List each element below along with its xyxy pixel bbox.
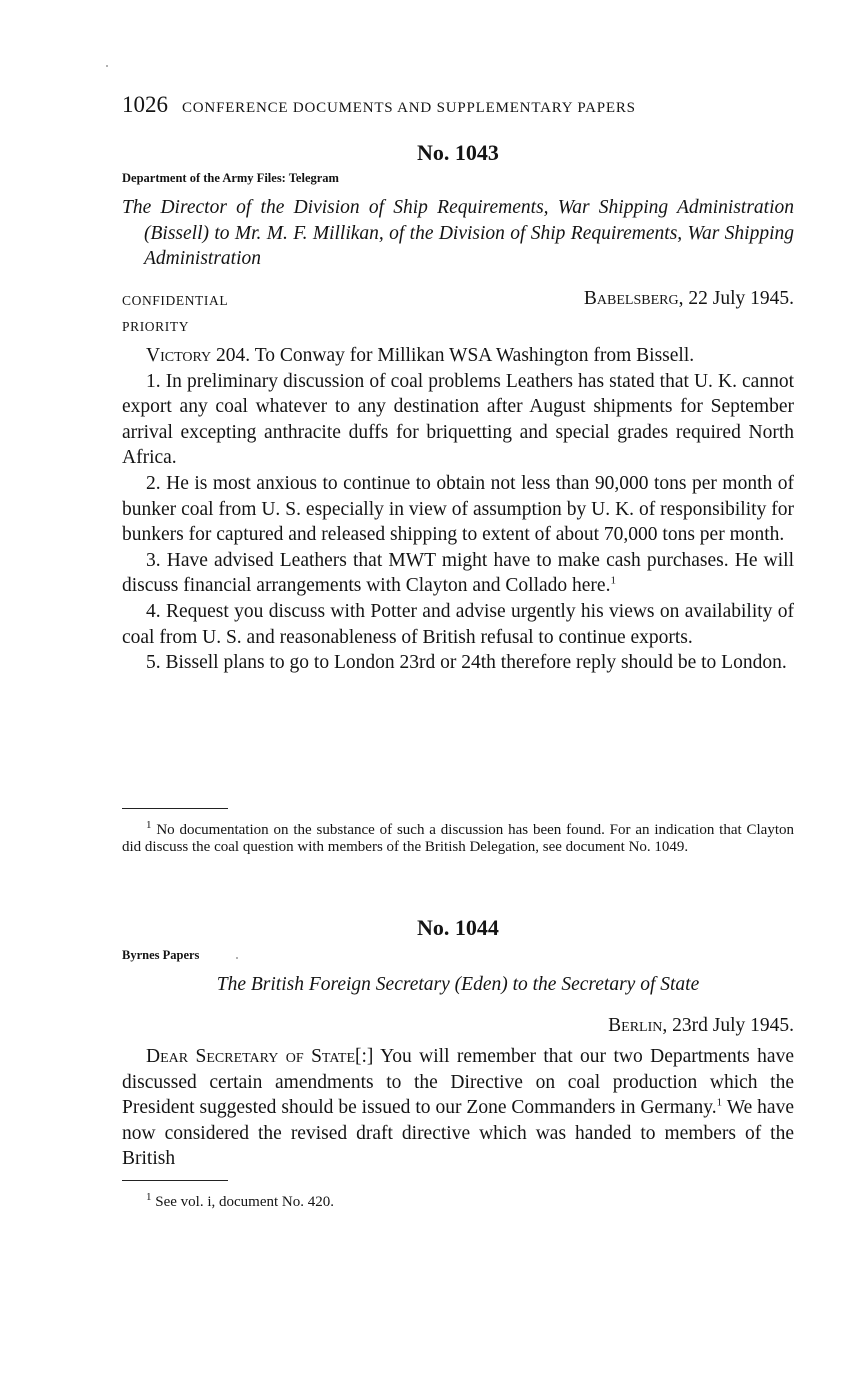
date-text: , 22 July 1945.	[678, 288, 794, 309]
telegram-opening-text: 204. To Conway for Millikan WSA Washington from Bissell.	[211, 345, 695, 366]
scan-speck	[236, 957, 238, 959]
footnote-1044	[122, 1191, 794, 1211]
date-text: , 23rd July 1945.	[662, 1015, 794, 1036]
footnote-1043	[122, 819, 794, 856]
salutation-bracket: [:]	[355, 1046, 374, 1067]
footnote-rule	[122, 1180, 228, 1181]
footnote-reference: 1	[716, 1096, 723, 1109]
letter-paragraph	[122, 1044, 794, 1172]
place-date-1043	[584, 288, 794, 310]
telegram-series: Victory	[146, 345, 212, 366]
scan-speck	[106, 65, 108, 67]
document-title-1044	[122, 972, 794, 998]
title-text: The British Foreign Secretary (Eden) to the Secretary of State	[216, 974, 700, 995]
paragraph-4: 4. Request you discuss with Potter and advise urgently his views on availability of coal from U. S. and reasonableness of British refusal to continue exports.	[122, 600, 794, 648]
telegram-body	[122, 343, 794, 676]
place-name: Berlin	[608, 1015, 663, 1036]
precedence-label: PRIORITY	[122, 319, 190, 334]
footnote-rule	[122, 808, 228, 809]
paragraph-1: 1. In preliminary discussion of coal problems Leathers has stated that U. K. cannot export any coal whatever to any destination after August shipments for September arrival excepting anthracite duffs for briquetting and special grades required North Africa.	[122, 370, 794, 469]
running-head	[122, 92, 802, 118]
place-name: Babelsberg	[583, 288, 679, 309]
paragraph-3	[122, 548, 794, 599]
paragraph-5: 5. Bissell plans to go to London 23rd or 24th therefore reply should be to London.	[146, 652, 787, 674]
footnote-marker: 1	[146, 819, 152, 831]
place-date-1044	[608, 1015, 794, 1037]
paragraph-3-text: 3. Have advised Leathers that MWT might have to make cash purchases. He will discuss financial arrangements with Clayton and Collado here.	[122, 549, 794, 597]
page-number: 1026	[122, 92, 168, 117]
running-title: CONFERENCE DOCUMENTS AND SUPPLEMENTARY PAPERS	[182, 100, 636, 116]
telegram-opening	[122, 343, 794, 369]
footnote-text: See vol. i, document No. 420.	[151, 1194, 334, 1210]
title-text: The Director of the Division of Ship Requirements, War Shipping Administration (Bissell) to Mr. M. F. Millikan, of the Division of Ship Requirements, War Shipping Administration	[122, 197, 794, 269]
document-number-1043: No. 1043	[417, 140, 499, 165]
document-title-1043	[122, 195, 794, 272]
document-source-1043: Department of the Army Files: Telegram	[122, 171, 339, 185]
paragraph-2: 2. He is most anxious to continue to obtain not less than 90,000 tons per month of bunker coal from U. S. especially in view of assumption by U. K. of responsibility for bunkers for captured and released shipping to extent of about 70,000 tons per month.	[122, 472, 794, 546]
letter-text-b: We have now considered the revised draft directive which was handed to members of the British	[122, 1097, 794, 1170]
salutation: Dear Secretary of State	[146, 1046, 356, 1067]
document-number-1044: No. 1044	[417, 915, 499, 940]
footnote-reference: 1	[610, 574, 616, 587]
letter-body	[122, 1044, 794, 1172]
letter-text-a: You will remember that our two Departments have discussed certain amendments to the Directive on coal production which the President suggested should be issued to our Zone Commanders in Germany.	[122, 1046, 794, 1119]
document-source-1044: Byrnes Papers	[122, 948, 200, 962]
footnote-marker: 1	[146, 1191, 152, 1203]
footnote-text: No documentation on the substance of such a discussion has been found. For an indication that Clayton did discuss the coal question with members of the British Delegation, see document No. 1049.	[122, 822, 794, 855]
classification-label: CONFIDENTIAL	[122, 293, 229, 308]
